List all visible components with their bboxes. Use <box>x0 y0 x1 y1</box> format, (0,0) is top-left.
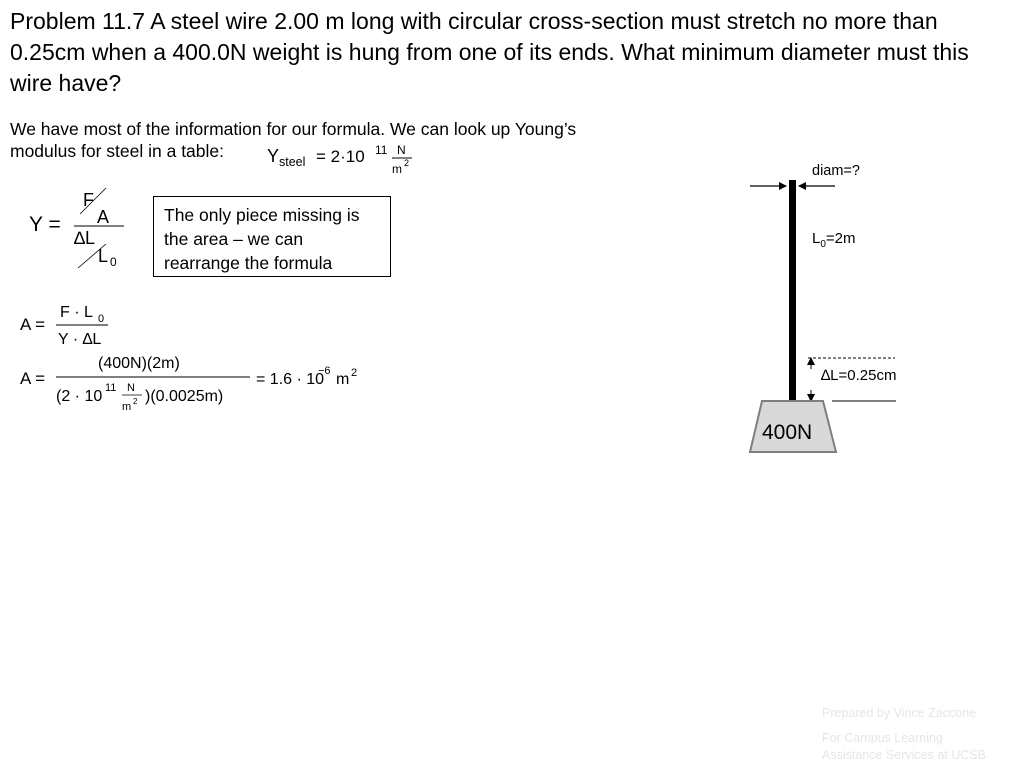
solution-unit-denominator-exp: 2 <box>133 397 138 406</box>
unit-numerator: N <box>397 143 406 157</box>
y-exponent: 11 <box>375 143 388 157</box>
solution-lhs: A = <box>20 369 46 388</box>
length-value: =2m <box>825 230 856 247</box>
credit-author: Prepared by Vince Zaccone <box>822 706 977 720</box>
credit-line-3: Assistance Services at UCSB <box>822 748 986 762</box>
length-label <box>812 230 856 250</box>
diameter-label: diam=? <box>812 163 860 179</box>
steel-wire <box>789 180 796 401</box>
rearranged-denominator: Y · ∆L <box>58 331 102 348</box>
formula-l0: L <box>98 246 109 266</box>
credit-line-2: For Campus Learning <box>822 731 943 745</box>
solution-result-unit-exp: 2 <box>351 367 358 379</box>
solution-denominator-b: )(0.0025m) <box>145 388 224 405</box>
unit-denominator-exp: 2 <box>404 158 410 168</box>
rearranged-lhs: A = <box>20 315 46 334</box>
rearranged-numerator: F · L <box>60 304 93 321</box>
solution-denominator-exp: 11 <box>105 382 117 394</box>
solution-result-exp: −6 <box>318 365 331 377</box>
solution-unit-denominator: m <box>122 401 132 413</box>
solution-numerator: (400N)(2m) <box>98 355 180 372</box>
y-subscript: steel <box>279 155 306 169</box>
y-equals: = 2·10 <box>316 147 365 166</box>
weight-label: 400N <box>762 421 813 444</box>
unit-denominator: m <box>392 162 402 176</box>
solution-result: = 1.6 · 10 <box>256 371 325 388</box>
solution-denominator-a: (2 · 10 <box>56 388 103 405</box>
formula-force: F <box>83 190 94 210</box>
rearranged-numerator-sub: 0 <box>98 313 105 325</box>
stretch-label: ∆L=0.25cm <box>821 367 897 384</box>
solution-result-unit: m <box>336 371 350 388</box>
intro-line-2: modulus for steel in a table: <box>10 141 225 161</box>
formula-l0-sub: 0 <box>110 255 117 269</box>
solution-unit-numerator: N <box>127 382 135 394</box>
length-subscript: 0 <box>820 239 826 250</box>
formula-delta-l: ∆L <box>74 228 96 248</box>
formula-area: A <box>97 207 110 227</box>
callout-box: The only piece missing is the area – we can rearrange the formula <box>153 196 391 277</box>
intro-line-1: We have most of the information for our formula. We can look up Young’s <box>10 119 577 139</box>
problem-statement: Problem 11.7 A steel wire 2.00 m long with circular cross-section must stretch no more than 0.25cm when a 400.0N weight is hung from one of its ends. What minimum diameter must this wire have? <box>10 8 969 96</box>
formula-lhs: Y = <box>29 213 61 236</box>
length-symbol: L <box>812 230 821 247</box>
y-symbol: Y <box>267 146 280 166</box>
